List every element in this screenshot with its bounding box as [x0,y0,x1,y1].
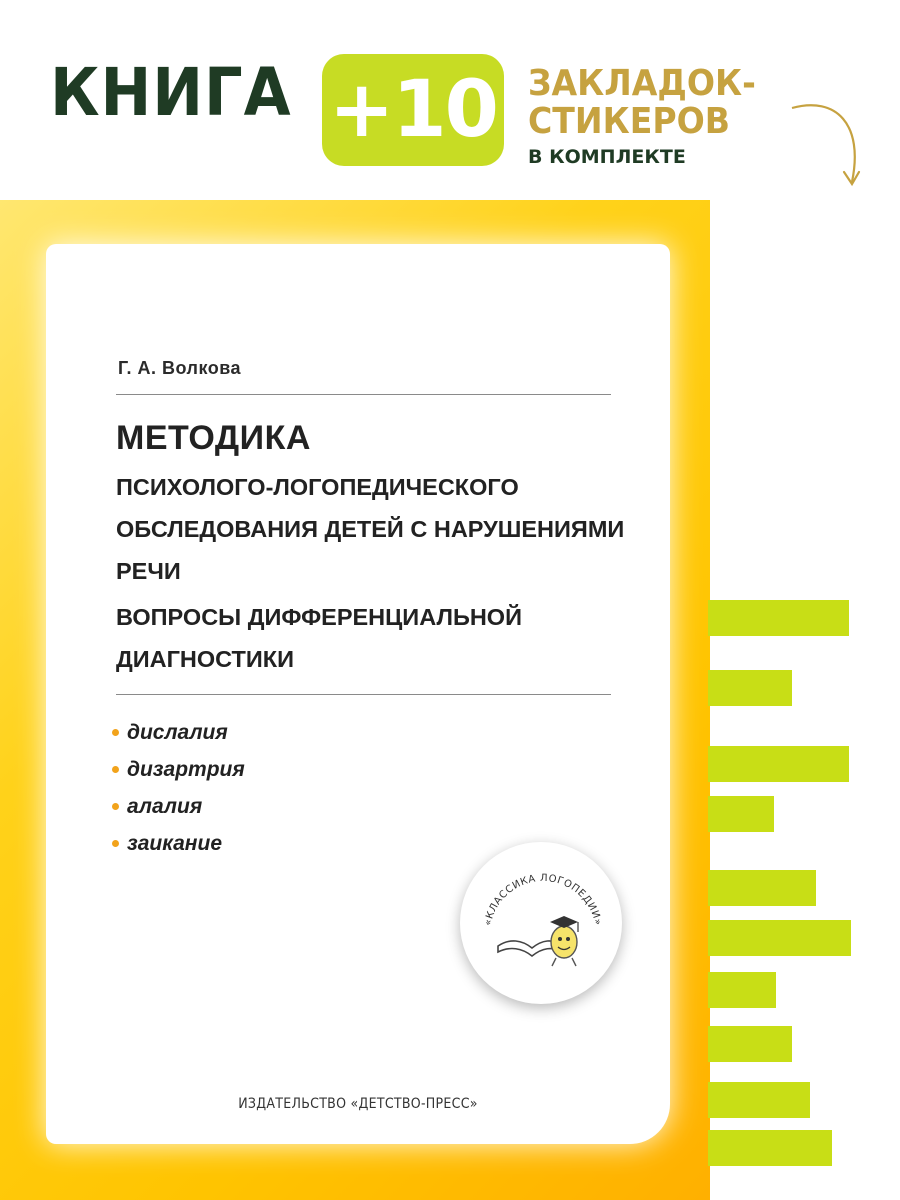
sticker-bookmark [708,670,792,706]
topic-item: дислалия [112,714,245,751]
bullet-dot-icon [112,803,119,810]
book-subtitle-2: ВОПРОСЫ ДИФФЕРЕНЦИАЛЬНОЙ ДИАГНОСТИКИ [116,604,522,672]
divider-bottom [116,694,611,695]
series-logo-icon [460,842,622,1004]
promo-stickers-line1: ЗАКЛАДОК- [528,63,756,104]
sticker-bookmark [708,1026,792,1062]
promo-book-label: КНИГА [50,54,292,131]
book-title: МЕТОДИКА [116,419,311,457]
divider-top [116,394,611,395]
sticker-bookmark [708,972,776,1008]
svg-text:«КЛАССИКА ЛОГОПЕДИИ»: «КЛАССИКА ЛОГОПЕДИИ» [482,872,604,927]
sticker-bookmark [708,600,849,636]
topic-item: заикание [112,825,245,862]
topic-item: дизартрия [112,751,245,788]
sticker-bookmark [708,796,774,832]
book-cover [0,200,710,1200]
sticker-bookmark [708,920,851,956]
topic-item: алалия [112,788,245,825]
topic-list [112,714,245,862]
sticker-bookmark [708,746,849,782]
bullet-dot-icon [112,766,119,773]
bullet-dot-icon [112,840,119,847]
cover-white-panel [46,244,670,1144]
sticker-bookmarks [708,0,900,1200]
book-subtitle: ПСИХОЛОГО-ЛОГОПЕДИЧЕСКОГО ОБСЛЕДОВАНИЯ ДЕТЕЙ С НАРУШЕНИЯМИ РЕЧИ [116,474,625,584]
promo-count-badge: +10 [322,54,504,166]
promo-included-line: В КОМПЛЕКТЕ [528,146,686,168]
publisher-name: ИЗДАТЕЛЬСТВО «ДЕТСТВО-ПРЕСС» [238,1096,478,1112]
series-seal [460,842,622,1004]
promo-stickers-line2: СТИКЕРОВ [528,101,730,142]
sticker-bookmark [708,870,816,906]
sticker-bookmark [708,1130,832,1166]
bullet-dot-icon [112,729,119,736]
book-author: Г. А. Волкова [118,358,242,378]
sticker-bookmark [708,1082,810,1118]
